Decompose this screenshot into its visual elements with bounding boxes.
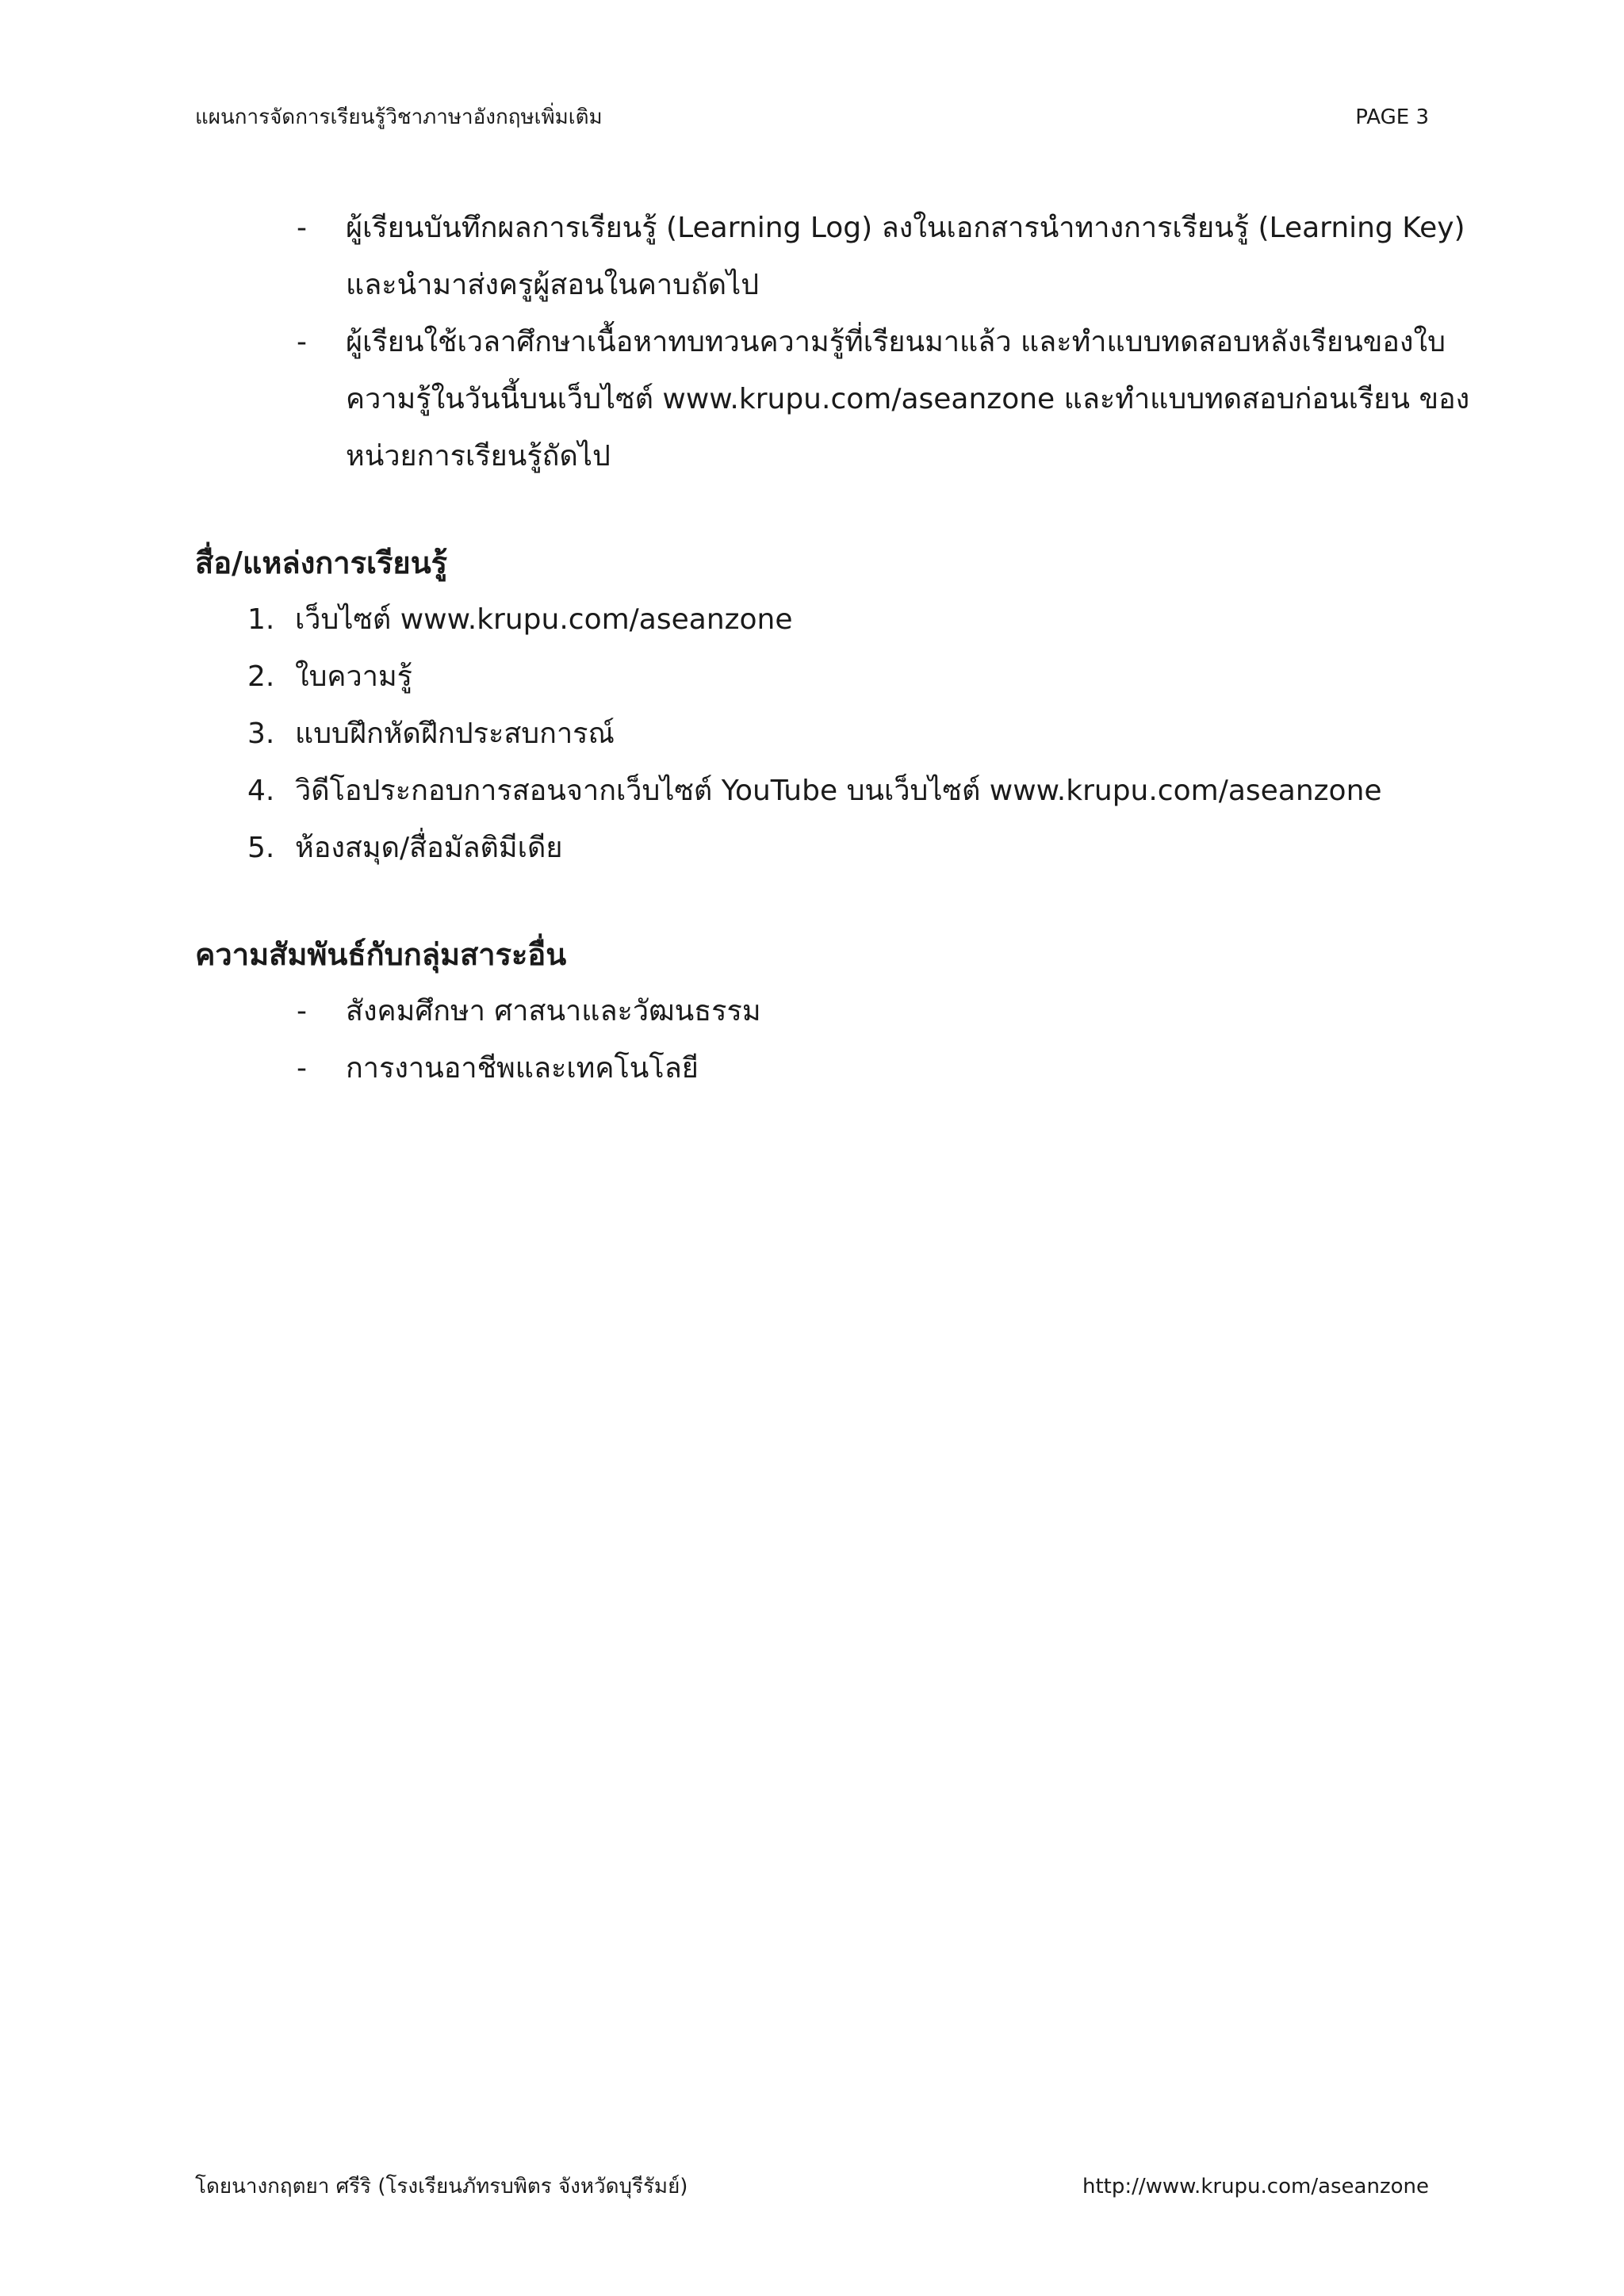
media-item-text: แบบฝึกหัดฝึกประสบการณ์ [295, 718, 615, 750]
list-number: 2. [247, 660, 275, 693]
activity-line: ความรู้ในวันนี้บนเว็บไซต์ www.krupu.com/aseanzone และทำแบบทดสอบก่อนเรียน ของ [346, 383, 1470, 415]
media-list-item [195, 763, 1429, 820]
spacer [195, 485, 1429, 534]
activity-line: หน่วยการเรียนรู้ถัดไป [346, 440, 611, 473]
relation-list [195, 983, 1429, 1097]
media-item-text: ห้องสมุด/สื่อมัลติมีเดีย [295, 832, 563, 864]
relation-section-heading: ความสัมพันธ์กับกลุ่มสาระอื่น [195, 937, 567, 972]
media-list-item [195, 706, 1429, 763]
media-list-item [195, 649, 1429, 706]
list-number: 1. [247, 603, 275, 636]
list-number: 5. [247, 832, 275, 864]
media-item-text: วิดีโอประกอบการสอนจากเว็บไซต์ YouTube บนเว็บไซต์ www.krupu.com/aseanzone [295, 775, 1382, 807]
relation-list-item [195, 1040, 1429, 1097]
media-section-heading: สื่อ/แหล่งการเรียนรู้ [195, 545, 448, 580]
media-item-text: ใบความรู้ [295, 660, 413, 693]
bullet-dash: - [297, 995, 307, 1027]
media-item-text: เว็บไซต์ www.krupu.com/aseanzone [295, 603, 793, 636]
running-header [195, 101, 1429, 133]
footer-url: http://www.krupu.com/aseanzone [1082, 2175, 1429, 2198]
media-list [195, 591, 1429, 877]
activity-item [195, 200, 1465, 314]
activity-item [195, 314, 1470, 485]
activity-list [195, 200, 1470, 485]
media-list-item [195, 820, 1429, 877]
page-content [195, 200, 1470, 1097]
activity-line: ผู้เรียนใช้เวลาศึกษาเนื้อหาทบทวนความรู้ที่เรียนมาแล้ว และทำแบบทดสอบหลังเรียนของใบ [346, 326, 1446, 358]
running-footer [195, 2171, 1429, 2202]
relation-item-text: การงานอาชีพและเทคโนโลยี [346, 1052, 699, 1085]
relation-list-item [195, 983, 1429, 1040]
activity-line: ผู้เรียนบันทึกผลการเรียนรู้ (Learning Log) ลงในเอกสารนำทางการเรียนรู้ (Learning Key) [346, 212, 1465, 244]
spacer [195, 877, 1429, 926]
footer-author: โดยนางกฤตยา ศรีริ (โรงเรียนภัทรบพิตร จังหวัดบุรีรัมย์) [195, 2175, 688, 2198]
list-number: 3. [247, 718, 275, 750]
header-title: แผนการจัดการเรียนรู้วิชาภาษาอังกฤษเพิ่มเติม [195, 105, 603, 129]
page-number: PAGE 3 [1355, 105, 1429, 129]
list-number: 4. [247, 775, 275, 807]
media-list-item [195, 591, 1429, 649]
bullet-dash: - [297, 1052, 307, 1085]
bullet-dash: - [297, 212, 307, 244]
relation-item-text: สังคมศึกษา ศาสนาและวัฒนธรรม [346, 995, 761, 1027]
bullet-dash: - [297, 326, 307, 358]
activity-line: และนำมาส่งครูผู้สอนในคาบถัดไป [346, 269, 760, 301]
